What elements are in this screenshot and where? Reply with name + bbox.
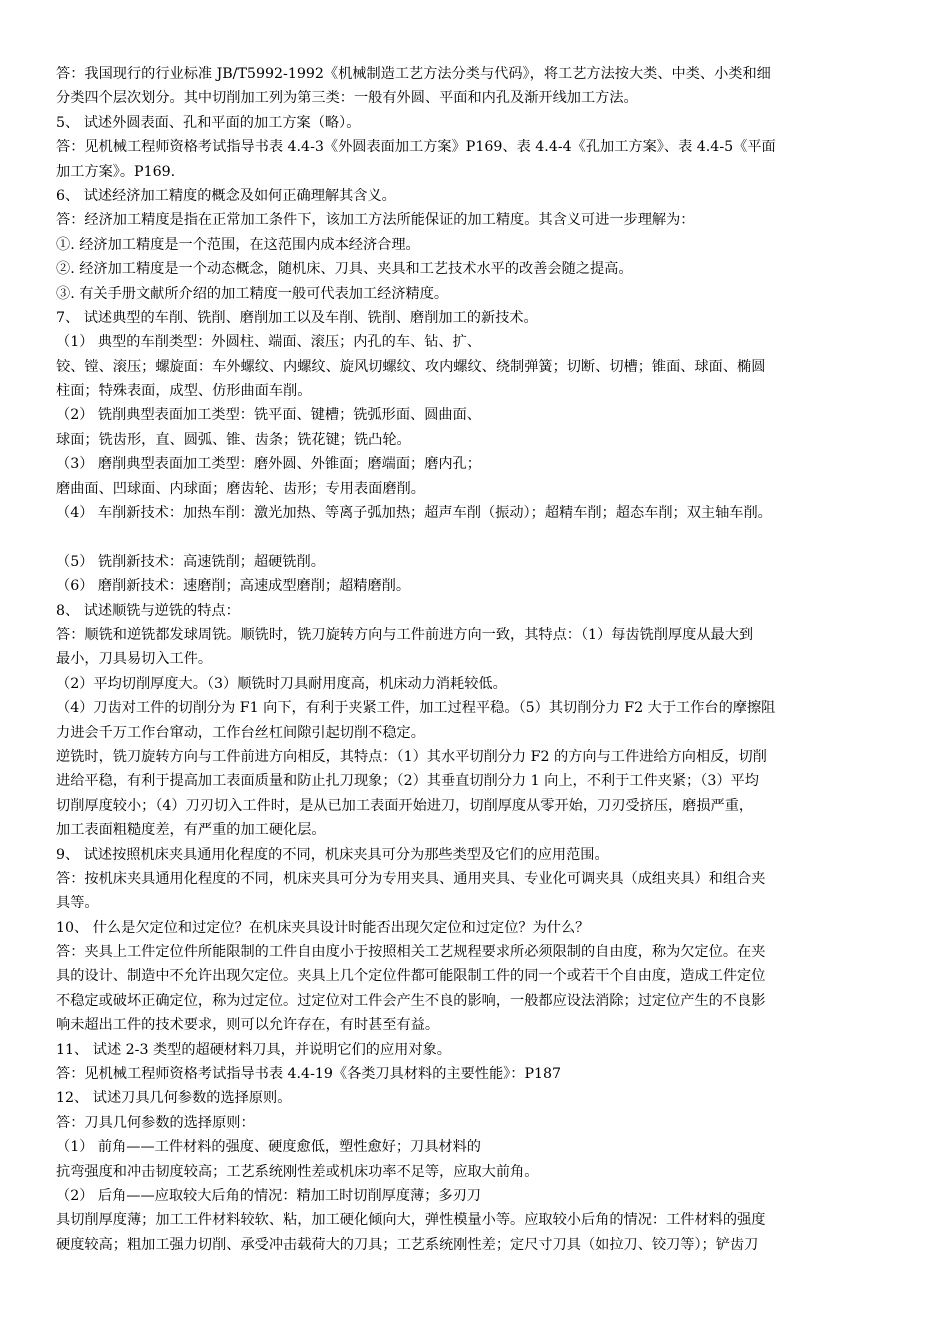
text-line: 答：刀具几何参数的选择原则：: [56, 1114, 255, 1131]
text-line: 具的设计、制造中不允许出现欠定位。夹具上几个定位件都可能限制工件的同一个或若干个自由度，造成工件定位: [56, 968, 766, 985]
list-item: （1） 前角——工件材料的强度、硬度愈低，塑性愈好；刀具材料的: [56, 1139, 481, 1156]
question-heading: 7、 试述典型的车削、铣削、磨削加工以及车削、铣削、磨削加工的新技术。: [56, 309, 538, 326]
question-heading: 5、 试述外圆表面、孔和平面的加工方案（略）。: [56, 114, 361, 131]
text-line: 答：我国现行的行业标准 JB/T5992-1992《机械制造工艺方法分类与代码》，将工艺方法按大类、中类、小类和细: [56, 66, 771, 82]
list-item: （4） 车削新技术：加热车削：激光加热、等离子弧加热；超声车削（振动）；超精车削；超态车削；双主轴车削。: [56, 505, 772, 522]
list-item: （3） 磨削典型表面加工类型：磨外圆、外锥面；磨端面；磨内孔；: [56, 456, 481, 473]
text-line: 最小，刀具易切入工件。: [56, 651, 213, 668]
text-line: 逆铣时，铣刀旋转方向与工件前进方向相反，其特点：（1）其水平切削分力 F2 的方向与工件进给方向相反，切削: [56, 748, 767, 765]
text-line: 加工方案》。P169.: [56, 163, 176, 180]
list-item: ②. 经济加工精度是一个动态概念，随机床、刀具、夹具和工艺技术水平的改善会随之提高。: [56, 261, 633, 278]
text-line: 具切削厚度薄；加工工件材料较软、粘，加工硬化倾向大，弹性模量小等。应取较小后角的情况：工件材料的强度: [56, 1212, 766, 1229]
text-line: 力进会千万工作台窜动，工作台丝杠间隙引起切削不稳定。: [56, 724, 425, 741]
text-line: 抗弯强度和冲击韧度较高；工艺系统刚性差或机床功率不足等，应取大前角。: [56, 1163, 539, 1180]
text-line: 加工表面粗糙度差，有严重的加工硬化层。: [56, 822, 326, 839]
text-line: （4）刀齿对工件的切削分为 F1 向下，有利于夹紧工件，加工过程平稳。（5）其切削分力 F2 大于工作台的摩擦阻: [56, 700, 776, 717]
list-item: （1） 典型的车削类型：外圆柱、端面、滚压；内孔的车、钻、扩、: [56, 334, 481, 351]
question-heading: 6、 试述经济加工精度的概念及如何正确理解其含义。: [56, 187, 396, 204]
list-item: （5） 铣削新技术：高速铣削；超硬铣削。: [56, 553, 325, 570]
list-item: ①. 经济加工精度是一个范围，在这范围内成本经济合理。: [56, 236, 420, 253]
text-line: 答：经济加工精度是指在正常加工条件下，该加工方法所能保证的加工精度。其含义可进一步理解为：: [56, 212, 695, 229]
text-line: 响未超出工件的技术要求，则可以允许存在，有时甚至有益。: [56, 1017, 440, 1034]
question-heading: 8、 试述顺铣与逆铣的特点：: [56, 602, 240, 619]
list-item: （2） 铣削典型表面加工类型：铣平面、键槽；铣弧形面、圆曲面、: [56, 407, 481, 424]
text-line: 答：夹具上工件定位件所能限制的工件自由度小于按照相关工艺规程要求所必须限制的自由度，称为欠定位。在夹: [56, 944, 766, 961]
list-item: （2） 后角——应取较大后角的情况：精加工时切削厚度薄；多刃刀: [56, 1187, 481, 1204]
question-heading: 10、 什么是欠定位和过定位？在机床夹具设计时能否出现欠定位和过定位？为什么？: [56, 919, 590, 936]
text-line: 答：见机械工程师资格考试指导书表 4.4-3《外圆表面加工方案》P169、表 4.4-4《孔加工方案》、表 4.4-5《平面: [56, 139, 776, 156]
text-line: 分类四个层次划分。其中切削加工列为第三类：一般有外圆、平面和内孔及渐开线加工方法。: [56, 90, 638, 107]
text-line: 答：顺铣和逆铣都发球周铣。顺铣时，铣刀旋转方向与工件前进方向一致，其特点：（1）每齿铣削厚度从最大到: [56, 626, 754, 643]
question-heading: 9、 试述按照机床夹具通用化程度的不同，机床夹具可分为那些类型及它们的应用范围。: [56, 846, 609, 863]
list-item: （6） 磨削新技术：速磨削；高速成型磨削；超精磨削。: [56, 578, 411, 595]
text-line: 切削厚度较小；（4）刀刃切入工件时，是从已加工表面开始进刀，切削厚度从零开始，刀刃受挤压，磨损严重，: [56, 797, 754, 814]
text-line: 答：按机床夹具通用化程度的不同，机床夹具可分为专用夹具、通用夹具、专业化可调夹具（成组夹具）和组合夹: [56, 870, 766, 887]
text-line: 柱面；特殊表面，成型、仿形曲面车削。: [56, 383, 312, 400]
document-body: [56, 62, 902, 1257]
text-line: 铰、镗、滚压；螺旋面：车外螺纹、内螺纹、旋风切螺纹、攻内螺纹、绕制弹簧；切断、切槽；锥面、球面、椭圆: [56, 358, 766, 375]
text-line: （2）平均切削厚度大。（3）顺铣时刀具耐用度高，机床动力消耗较低。: [56, 675, 507, 692]
text-line: 球面；铣齿形，直、圆弧、锥、齿条；铣花键；铣凸轮。: [56, 431, 411, 448]
list-item: ③. 有关手册文献所介绍的加工精度一般可代表加工经济精度。: [56, 285, 449, 302]
question-heading: 11、 试述 2-3 类型的超硬材料刀具，并说明它们的应用对象。: [56, 1041, 451, 1058]
text-line: 答：见机械工程师资格考试指导书表 4.4-19《各类刀具材料的主要性能》：P187: [56, 1066, 562, 1083]
text-line: 磨曲面、凹球面、内球面；磨齿轮、齿形；专用表面磨削。: [56, 480, 425, 497]
question-heading: 12、 试述刀具几何参数的选择原则。: [56, 1090, 292, 1107]
text-line: 不稳定或破坏正确定位，称为过定位。过定位对工件会产生不良的影响，一般都应设法消除；过定位产生的不良影: [56, 992, 766, 1009]
blank-line: [56, 525, 902, 549]
text-line: 进给平稳，有利于提高加工表面质量和防止扎刀现象；（2）其垂直切削分力 1 向上，不利于工件夹紧；（3）平均: [56, 773, 759, 790]
text-line: 具等。: [56, 895, 99, 912]
text-line: 硬度较高；粗加工强力切削、承受冲击载荷大的刀具；工艺系统刚性差；定尺寸刀具（如拉刀、铰刀等）；铲齿刀: [56, 1236, 759, 1253]
